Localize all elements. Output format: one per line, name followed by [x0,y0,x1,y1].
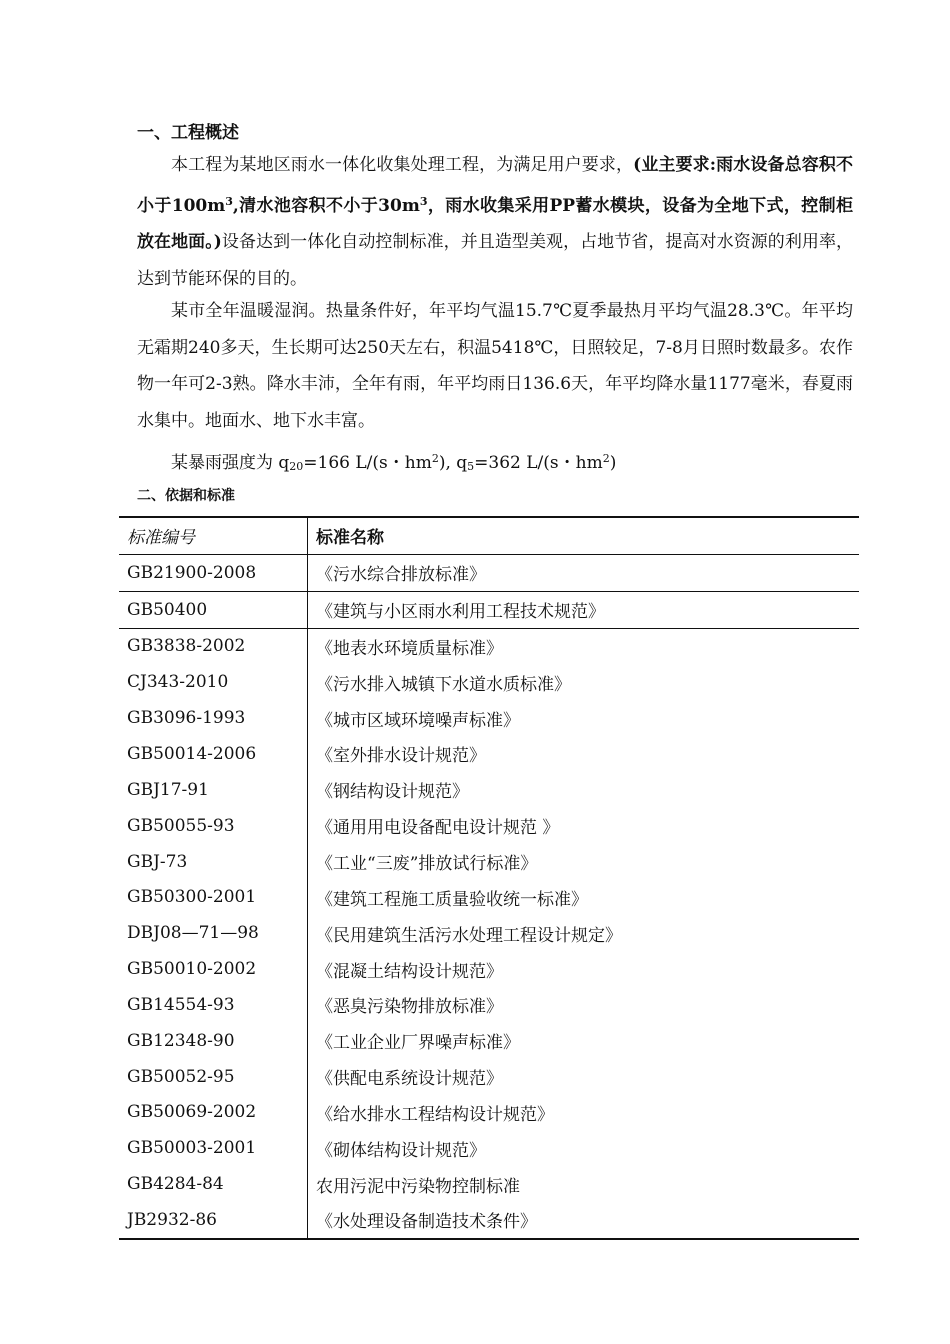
standard-number: GB14554-93 [119,987,308,1023]
subscript-5: 5 [467,460,475,473]
standard-name: 《工业企业厂界噪声标准》 [316,1033,520,1054]
standard-name: 《工业“三废”排放试行标准》 [316,854,538,875]
header-standard-name: 标准名称 [308,517,860,554]
table-row [119,951,859,987]
standard-name: 《混凝土结构设计规范》 [316,961,503,982]
standard-number: GB3096-1993 [119,700,308,736]
standard-number: GB21900-2008 [119,554,308,591]
standard-name: 《城市区域环境噪声标准》 [316,710,520,731]
table-row [119,772,859,808]
table-row [119,808,859,844]
overview-text-a: 本工程为某地区雨水一体化收集处理工程，为满足用户要求， [171,155,634,175]
table-row [119,664,859,700]
header-standard-number: 标准编号 [119,517,308,554]
unit-superscript: 3 [225,194,233,208]
subscript-20: 20 [289,460,304,473]
standard-number: GB50069-2002 [119,1095,308,1131]
standard-name: 《污水排入城镇下水道水质标准》 [316,674,571,695]
standard-number: GBJ17-91 [119,772,308,808]
table-row [119,554,859,591]
standard-name: 《民用建筑生活污水处理工程设计规定》 [316,925,622,946]
rainstorm-value-1: =166 L/(s・hm [303,453,432,473]
standard-name: 《给水排水工程结构设计规范》 [316,1104,554,1125]
table-row [119,591,859,628]
rainstorm-tail: ) [609,453,617,473]
standard-number: GB50400 [119,591,308,628]
rainstorm-intensity-paragraph [137,441,853,486]
standard-name: 《水处理设备制造技术条件》 [308,1202,860,1239]
standard-number: GB3838-2002 [119,628,308,664]
table-row [119,1095,859,1131]
standard-number: JB2932-86 [119,1202,308,1239]
table-row [119,736,859,772]
superscript-2: 2 [602,452,610,465]
overview-text-b: 设备达到一体化自动控制标准，并且造型美观，占地节省，提高对水资源的利用率，达到节能环保的目的。 [137,232,854,289]
standard-number: GB50300-2001 [119,879,308,915]
standard-name: 《恶臭污染物排放标准》 [316,997,503,1018]
standard-number: CJ343-2010 [119,664,308,700]
table-row [119,915,859,951]
standard-number: GB4284-84 [119,1166,308,1202]
table-row [119,1130,859,1166]
owner-requirement-text-c: ，雨水收集采用PP蓄水模块，设备为全地下式，控制柜放在地面。) [137,195,853,252]
unit-superscript: 3 [419,194,428,208]
section-heading-overview: 一、工程概述 [137,123,239,143]
rainstorm-lead: 某暴雨强度为 q [171,453,290,473]
superscript-2: 2 [431,452,439,465]
standard-name: 《建筑与小区雨水利用工程技术规范》 [308,591,860,628]
standard-name: 农用污泥中污染物控制标准 [316,1176,520,1197]
standard-name: 《建筑工程施工质量验收统一标准》 [316,889,588,910]
standard-number: DBJ08—71—98 [119,915,308,951]
overview-paragraph [137,147,853,297]
standard-name: 《供配电系统设计规范》 [316,1069,503,1090]
table-row [119,879,859,915]
table-row [119,700,859,736]
standard-number: GB50055-93 [119,808,308,844]
table-row [119,1166,859,1202]
standard-number: GB50003-2001 [119,1130,308,1166]
section-heading-standards: 二、依据和标准 [137,488,235,504]
owner-requirement-text-b: ,清水池容积不小于30m [232,195,420,216]
standard-name: 《室外排水设计规范》 [316,746,486,767]
table-row [119,844,859,880]
table-row [119,1202,859,1239]
standard-name: 《污水综合排放标准》 [308,554,860,591]
table-row [119,1059,859,1095]
rainstorm-separator: ), q [438,453,468,473]
standard-number: GBJ-73 [119,844,308,880]
standard-number: GB12348-90 [119,1023,308,1059]
table-row [119,987,859,1023]
standard-number: GB50010-2002 [119,951,308,987]
standard-name: 《钢结构设计规范》 [316,782,469,803]
standard-number: GB50014-2006 [119,736,308,772]
climate-paragraph: 某市全年温暖湿润。热量条件好，年平均气温15.7℃夏季最热月平均气温28.3℃。年平均无霜期240多天，生长期可达250天左右，积温5418℃，日照较足，7-8月日照时数最多。农作物一年可2-3熟。降水丰沛，全年有雨，年平均雨日136.6天，年平均降水量1177毫米，春夏雨水集中。地面水、地下水丰富。 [137,301,853,431]
standard-name: 《通用用电设备配电设计规范 》 [316,818,560,839]
owner-requirement-text-a: (业主要求:雨水设备总容积不小于100m [137,155,853,216]
table-row [119,628,859,664]
table-header-row [119,517,859,554]
standard-name: 《砌体结构设计规范》 [316,1140,486,1161]
standards-table [119,516,859,1240]
standard-name: 《地表水环境质量标准》 [316,638,503,659]
table-row [119,1023,859,1059]
rainstorm-value-2: =362 L/(s・hm [474,453,603,473]
standard-number: GB50052-95 [119,1059,308,1095]
